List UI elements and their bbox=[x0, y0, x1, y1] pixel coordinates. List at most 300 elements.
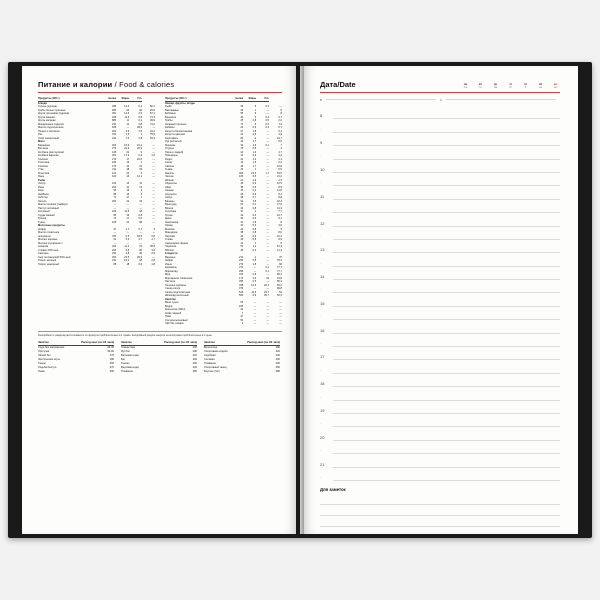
food-fat: — bbox=[266, 161, 270, 164]
food-protein: 6,9 bbox=[252, 294, 257, 297]
food-protein: 16 bbox=[126, 182, 130, 185]
weekday-label-ru: вс bbox=[553, 82, 558, 86]
hour-writing-line[interactable] bbox=[333, 159, 560, 173]
food-fat: 9 bbox=[140, 150, 143, 154]
food-kcal: 628 bbox=[112, 126, 117, 129]
food-name: Рыба bbox=[165, 105, 172, 108]
bc-right-label: С bbox=[439, 98, 443, 102]
hour-row-9[interactable] bbox=[320, 133, 560, 146]
food-carb: 82,1 bbox=[149, 105, 155, 108]
hour-writing-line[interactable] bbox=[333, 105, 560, 119]
food-protein: — bbox=[253, 287, 257, 290]
food-kcal: 31 bbox=[240, 224, 244, 227]
food-name: Смородина чёрная bbox=[165, 241, 189, 245]
half-hour-row-20[interactable] bbox=[320, 441, 560, 454]
food-protein: 1,7 bbox=[252, 164, 257, 168]
food-protein: 1,2 bbox=[252, 157, 257, 161]
food-fat: — bbox=[266, 308, 270, 311]
weekday-mo[interactable] bbox=[461, 82, 470, 89]
activity-name: Боулинг (бег) bbox=[204, 369, 220, 373]
hourly-planner[interactable] bbox=[320, 106, 560, 481]
food-fat: — bbox=[266, 203, 270, 206]
hour-row-8[interactable] bbox=[320, 106, 560, 119]
half-hour-writing-line[interactable] bbox=[333, 467, 560, 481]
food-protein: 22,3 bbox=[251, 171, 257, 175]
food-protein: 1 bbox=[254, 168, 257, 171]
food-carb: 11,3 bbox=[277, 248, 282, 252]
weekday-label-ru: вт bbox=[478, 82, 483, 86]
food-name: Баранина bbox=[38, 143, 50, 147]
activity-kcal: 190 bbox=[109, 357, 114, 361]
food-carb: 35,8 bbox=[149, 245, 155, 248]
food-fat: — bbox=[266, 129, 270, 133]
hour-row-18[interactable] bbox=[320, 374, 560, 387]
food-carb: 21,2 bbox=[276, 175, 282, 178]
hour-label: 11 bbox=[320, 193, 325, 199]
food-carb: 4,2 bbox=[278, 154, 282, 157]
food-name: Мармелад bbox=[165, 269, 178, 273]
food-fat: 0,8 bbox=[138, 122, 143, 126]
food-carb: — bbox=[152, 255, 155, 259]
food-name: Помидоры bbox=[165, 154, 178, 157]
food-carb: — bbox=[152, 185, 155, 189]
food-fat: — bbox=[266, 280, 270, 283]
food-protein: 11 bbox=[126, 122, 130, 126]
food-carb: 75,8 bbox=[149, 133, 155, 136]
weekday-th[interactable] bbox=[506, 82, 515, 89]
food-carb: 66 bbox=[279, 262, 282, 266]
half-hour-row-9[interactable] bbox=[320, 146, 560, 159]
food-fat: 0,5 bbox=[265, 119, 270, 122]
food-group-label: Сладости bbox=[165, 252, 178, 255]
half-hour-row-10[interactable] bbox=[320, 173, 560, 186]
food-fat: — bbox=[266, 199, 270, 203]
food-fat: — bbox=[139, 206, 143, 210]
food-carb: 19,7 bbox=[276, 136, 282, 140]
weekday-we[interactable] bbox=[491, 82, 500, 89]
activity-kcal: 220 bbox=[192, 354, 197, 358]
food-protein: — bbox=[253, 318, 257, 322]
activity-row bbox=[121, 370, 197, 374]
food-fat: — bbox=[266, 273, 270, 276]
half-hour-writing-line[interactable] bbox=[333, 172, 560, 186]
food-protein: 0,9 bbox=[252, 224, 257, 227]
hour-row-20[interactable] bbox=[320, 427, 560, 440]
food-protein: 1,3 bbox=[252, 150, 257, 154]
notes-line[interactable] bbox=[320, 527, 560, 534]
hour-row-14[interactable] bbox=[320, 267, 560, 280]
food-name: Перец сладкий bbox=[165, 150, 184, 154]
food-protein: 15,4 bbox=[124, 259, 130, 262]
food-kcal: — bbox=[113, 203, 117, 206]
food-protein: 17 bbox=[126, 157, 130, 161]
open-spread bbox=[22, 66, 578, 534]
food-carb: 5,7 bbox=[278, 115, 282, 119]
weekday-selector[interactable] bbox=[461, 82, 560, 89]
food-carb: 49,9 bbox=[149, 119, 155, 122]
food-carb: 7 bbox=[280, 143, 282, 147]
activity-kcal: 300 bbox=[109, 369, 114, 373]
half-hour-row-18[interactable] bbox=[320, 387, 560, 400]
half-hour-mark: · bbox=[320, 287, 322, 293]
food-kcal: 884 bbox=[112, 119, 117, 122]
food-kcal: 33 bbox=[240, 143, 244, 147]
weekday-label-en: th bbox=[509, 86, 512, 89]
hour-label: 20 bbox=[320, 434, 325, 440]
food-protein: 21 bbox=[126, 199, 130, 203]
food-kcal: 301 bbox=[112, 112, 117, 115]
food-protein: 2,8 bbox=[252, 119, 257, 122]
food-fat: — bbox=[266, 318, 270, 322]
food-carb: — bbox=[279, 105, 282, 108]
food-kcal: 301 bbox=[112, 154, 117, 157]
hour-writing-line[interactable] bbox=[333, 346, 560, 360]
food-fat: 31 bbox=[139, 164, 143, 168]
food-protein: 0,4 bbox=[252, 213, 257, 217]
food-fat: 6,4 bbox=[138, 154, 143, 157]
food-carb: 57,1 bbox=[149, 112, 155, 115]
food-carb: 10,5 bbox=[276, 182, 282, 185]
food-kcal: 96 bbox=[113, 189, 117, 192]
food-protein: 16 bbox=[126, 189, 130, 192]
hour-writing-line[interactable] bbox=[333, 132, 560, 146]
food-carb: 2,2 bbox=[278, 119, 282, 122]
half-hour-writing-line[interactable] bbox=[333, 199, 560, 213]
hour-writing-line[interactable] bbox=[333, 453, 560, 467]
hour-row-10[interactable] bbox=[320, 160, 560, 173]
hour-row-17[interactable] bbox=[320, 347, 560, 360]
food-name: Карамель bbox=[165, 266, 177, 269]
food-fat: 0,1 bbox=[265, 143, 270, 147]
food-name: Икра bbox=[38, 185, 44, 189]
half-hour-writing-line[interactable] bbox=[333, 413, 560, 427]
half-hour-writing-line[interactable] bbox=[333, 333, 560, 347]
food-kcal: 71 bbox=[113, 217, 117, 220]
activity-kcal: 400 bbox=[275, 354, 280, 358]
food-kcal: 48 bbox=[240, 189, 244, 192]
food-name: Сметана bbox=[38, 252, 49, 255]
activity-head-3: Занятие bbox=[204, 341, 242, 346]
food-carb: 5,4 bbox=[278, 129, 282, 133]
weekday-label-en: su bbox=[554, 86, 557, 89]
food-kcal: 88 bbox=[113, 262, 117, 266]
date-label: Дата/Date bbox=[320, 80, 356, 89]
food-fat: — bbox=[266, 133, 270, 136]
food-carb: 99,8 bbox=[276, 287, 282, 290]
hour-writing-line[interactable] bbox=[333, 319, 560, 333]
food-fat: 0,4 bbox=[265, 115, 270, 119]
food-protein: 18 bbox=[126, 262, 130, 266]
food-fat: — bbox=[266, 157, 270, 161]
food-fat: 15 bbox=[139, 199, 143, 203]
half-hour-writing-line[interactable] bbox=[333, 279, 560, 293]
food-protein: 1,1 bbox=[252, 245, 257, 248]
food-name: Лук репчатый bbox=[165, 140, 182, 143]
food-name: Салат bbox=[165, 161, 173, 164]
half-hour-writing-line[interactable] bbox=[333, 226, 560, 240]
notes-line[interactable] bbox=[320, 516, 560, 527]
food-protein: — bbox=[126, 203, 130, 206]
food-name: сахаром bbox=[38, 245, 49, 248]
half-hour-row-16[interactable] bbox=[320, 334, 560, 347]
food-kcal: 43 bbox=[240, 140, 244, 143]
food-protein: 10,5 bbox=[251, 283, 257, 287]
food-fat: 11 bbox=[139, 182, 143, 185]
food-name: Айва bbox=[165, 185, 171, 189]
weekday-label-ru: сб bbox=[538, 82, 543, 86]
food-protein: 2,8 bbox=[125, 252, 130, 255]
food-name: Хлеб пшеничный bbox=[38, 136, 59, 140]
food-group-label: Молочные продукты bbox=[38, 224, 65, 227]
food-fat: 0,3 bbox=[265, 105, 270, 108]
food-kcal: 305 bbox=[239, 280, 244, 283]
food-fat: 16,3 bbox=[137, 143, 143, 147]
food-protein: — bbox=[253, 301, 257, 304]
food-protein: 11,3 bbox=[124, 115, 130, 119]
weekday-sa[interactable] bbox=[536, 82, 545, 89]
food-name: Масло печёнки (тайфун) bbox=[38, 203, 68, 206]
food-fat: — bbox=[266, 154, 270, 157]
hour-writing-line[interactable] bbox=[333, 426, 560, 440]
food-protein: 0,4 bbox=[252, 248, 257, 252]
food-carb: 19,8 bbox=[276, 276, 282, 280]
food-name: Фасоль bbox=[165, 171, 174, 175]
food-carb: 17,5 bbox=[276, 203, 282, 206]
half-hour-writing-line[interactable] bbox=[333, 306, 560, 320]
hour-label: 9 bbox=[320, 140, 323, 146]
hour-label: 18 bbox=[320, 381, 325, 387]
half-hour-row-11[interactable] bbox=[320, 200, 560, 213]
food-name: Чай без сахара bbox=[165, 322, 184, 325]
food-name: Абрикосы bbox=[165, 182, 177, 185]
half-hour-writing-line[interactable] bbox=[333, 145, 560, 159]
food-name: Черешня bbox=[165, 245, 176, 248]
food-name: Грибы белые сушеные bbox=[38, 108, 66, 112]
food-fat: — bbox=[139, 241, 143, 245]
food-kcal: 279 bbox=[239, 262, 244, 266]
food-carb: 10,7 bbox=[276, 213, 282, 217]
hour-writing-line[interactable] bbox=[333, 212, 560, 226]
half-hour-row-17[interactable] bbox=[320, 360, 560, 373]
food-name: Апельсин bbox=[165, 192, 177, 196]
food-carb: 77,7 bbox=[276, 269, 282, 273]
food-name: Крупа овсяная bbox=[38, 119, 56, 122]
food-protein: 5 bbox=[254, 122, 257, 126]
food-carb: — bbox=[152, 143, 155, 147]
weekday-fr[interactable] bbox=[521, 82, 530, 89]
activity-kcal: 350 bbox=[275, 365, 280, 369]
col-head-carb-2: Угл. bbox=[256, 97, 269, 101]
activity-kcal: 400 bbox=[192, 361, 197, 365]
food-carb: — bbox=[279, 318, 282, 322]
food-kcal: 47 bbox=[240, 315, 244, 318]
half-hour-writing-line[interactable] bbox=[333, 252, 560, 266]
half-hour-row-15[interactable] bbox=[320, 307, 560, 320]
food-protein: 0,6 bbox=[252, 217, 257, 220]
food-kcal: 202 bbox=[112, 129, 117, 133]
activity-head-1: Занятие bbox=[38, 341, 76, 346]
food-fat: — bbox=[266, 206, 270, 210]
food-name: Ветчина bbox=[38, 147, 48, 150]
food-protein: 0,6 bbox=[252, 185, 257, 189]
hour-writing-line[interactable] bbox=[333, 266, 560, 280]
activity-kcal: 390 bbox=[275, 346, 280, 350]
hour-writing-line[interactable] bbox=[333, 292, 560, 306]
food-kcal: 203 bbox=[112, 185, 117, 189]
food-carb: 2,2 bbox=[278, 161, 282, 164]
food-carb: 29,5 bbox=[149, 108, 155, 112]
food-fat: 20,9 bbox=[137, 147, 143, 150]
food-kcal: 71 bbox=[113, 196, 117, 199]
col-head-product-2: Продукты (100 г) bbox=[165, 97, 231, 101]
hour-row-11[interactable] bbox=[320, 186, 560, 199]
activity-name: Спортивный танец bbox=[204, 365, 227, 369]
food-protein: 0,5 bbox=[252, 280, 257, 283]
food-name: Дыня bbox=[165, 217, 172, 220]
half-hour-mark: · bbox=[320, 126, 322, 132]
food-fat: — bbox=[266, 196, 270, 199]
food-kcal: 38 bbox=[240, 185, 244, 189]
food-name: Макаронные изделия bbox=[38, 122, 64, 126]
food-kcal: 44 bbox=[240, 234, 244, 238]
hour-row-12[interactable] bbox=[320, 213, 560, 226]
weekday-label-ru: пн bbox=[463, 82, 468, 86]
food-protein: 1,5 bbox=[252, 199, 257, 203]
food-name: Вино сухое bbox=[165, 301, 179, 304]
food-carb: 4,1 bbox=[278, 157, 282, 161]
activity-kcal: 250 bbox=[109, 361, 114, 365]
food-protein: 0,6 bbox=[252, 154, 257, 157]
half-hour-writing-line[interactable] bbox=[333, 386, 560, 400]
weekday-tu[interactable] bbox=[476, 82, 485, 89]
hour-row-19[interactable] bbox=[320, 401, 560, 414]
notes-area[interactable] bbox=[320, 494, 560, 534]
food-carb: 52,4 bbox=[276, 294, 282, 297]
food-name: Слива bbox=[165, 238, 173, 241]
food-kcal: 33 bbox=[240, 115, 244, 119]
food-kcal: 781 bbox=[112, 234, 117, 238]
notes-title: Для заметок bbox=[320, 486, 346, 492]
half-hour-row-14[interactable] bbox=[320, 280, 560, 293]
bc-left-rule bbox=[326, 98, 436, 100]
food-name: Лобстер bbox=[38, 196, 48, 199]
food-name: Пиво bbox=[165, 315, 172, 318]
table-row bbox=[38, 263, 155, 267]
food-carb: 3,6 bbox=[278, 224, 282, 227]
food-carb: 78,3 bbox=[276, 259, 282, 262]
food-carb: 1,8 bbox=[151, 262, 155, 266]
food-protein: 0,8 bbox=[252, 206, 257, 210]
half-hour-row-8[interactable] bbox=[320, 119, 560, 132]
food-fat: — bbox=[266, 164, 270, 168]
food-carb: 8,6 bbox=[278, 231, 282, 234]
food-protein: 7,5 bbox=[125, 133, 130, 136]
food-kcal: 209 bbox=[112, 143, 117, 147]
food-kcal: 299 bbox=[239, 259, 244, 262]
half-hour-row-12[interactable] bbox=[320, 227, 560, 240]
half-hour-row-21[interactable] bbox=[320, 468, 560, 481]
hour-label: 10 bbox=[320, 166, 325, 172]
half-hour-row-19[interactable] bbox=[320, 414, 560, 427]
hour-writing-line[interactable] bbox=[333, 400, 560, 414]
activity-name: Гимнастика bbox=[121, 346, 135, 350]
hour-row-16[interactable] bbox=[320, 320, 560, 333]
food-protein: 12,5 bbox=[124, 112, 130, 115]
food-name: Осётр bbox=[38, 182, 46, 185]
food-carb: — bbox=[152, 217, 155, 220]
food-kcal: 516 bbox=[239, 290, 244, 294]
food-protein: 0,9 bbox=[252, 192, 257, 196]
food-kcal: 179 bbox=[239, 276, 244, 280]
hour-row-13[interactable] bbox=[320, 240, 560, 253]
food-carb: 80,4 bbox=[276, 280, 282, 283]
food-fat: — bbox=[266, 213, 270, 217]
food-fat: — bbox=[266, 259, 270, 262]
food-carb: — bbox=[152, 206, 155, 210]
food-fat: — bbox=[266, 178, 270, 182]
activity-name: Лёгкий бег bbox=[38, 354, 51, 358]
col-head-carb: Угл. bbox=[129, 97, 142, 101]
notes-line[interactable] bbox=[320, 494, 560, 505]
weekday-su[interactable] bbox=[551, 82, 560, 89]
food-carb: — bbox=[152, 199, 155, 203]
food-carb: 0,8 bbox=[151, 234, 155, 238]
food-kcal: 206 bbox=[112, 248, 117, 252]
food-fat: 0,6 bbox=[138, 217, 143, 220]
title-divider bbox=[38, 92, 282, 93]
food-fat: 0,6 bbox=[138, 262, 143, 266]
half-hour-row-13[interactable] bbox=[320, 253, 560, 266]
food-carb: — bbox=[152, 126, 155, 129]
hour-writing-line[interactable] bbox=[333, 373, 560, 387]
food-kcal: 108 bbox=[112, 220, 117, 224]
food-fat: 0,7 bbox=[138, 227, 143, 231]
food-carb: — bbox=[152, 210, 155, 213]
half-hour-mark: · bbox=[320, 260, 322, 266]
hour-row-21[interactable] bbox=[320, 454, 560, 467]
half-hour-writing-line[interactable] bbox=[333, 440, 560, 454]
half-hour-writing-line[interactable] bbox=[333, 359, 560, 373]
food-fat: — bbox=[266, 175, 270, 178]
food-fat: 20,5 bbox=[137, 157, 143, 161]
food-fat: 0,2 bbox=[265, 122, 270, 126]
food-kcal: 331 bbox=[112, 133, 117, 136]
hour-row-15[interactable] bbox=[320, 293, 560, 306]
notes-line[interactable] bbox=[320, 505, 560, 516]
food-kcal: 39 bbox=[240, 105, 244, 108]
food-protein: 11 bbox=[126, 119, 130, 122]
hour-writing-line[interactable] bbox=[333, 239, 560, 253]
half-hour-mark: · bbox=[320, 233, 322, 239]
food-protein: — bbox=[253, 269, 257, 273]
food-group-label: Овощи, фрукты, ягоды bbox=[165, 101, 195, 105]
food-kcal: — bbox=[113, 241, 117, 245]
activity-name: Эротические игры bbox=[38, 357, 60, 361]
food-protein: 5 bbox=[254, 105, 257, 108]
food-name: Халва подсолнечная bbox=[165, 290, 191, 294]
half-hour-writing-line[interactable] bbox=[333, 118, 560, 132]
activity-name: Плавание bbox=[204, 361, 216, 365]
food-kcal: 379 bbox=[239, 287, 244, 290]
hour-writing-line[interactable] bbox=[333, 185, 560, 199]
food-protein: 16 bbox=[126, 175, 130, 178]
food-name: Колбаса вареная bbox=[38, 154, 59, 157]
food-protein: 17,9 bbox=[124, 154, 130, 157]
half-hour-mark: · bbox=[320, 474, 322, 480]
food-protein: 0,4 bbox=[252, 189, 257, 192]
food-protein: 3 bbox=[254, 115, 257, 119]
food-fat: — bbox=[266, 315, 270, 318]
